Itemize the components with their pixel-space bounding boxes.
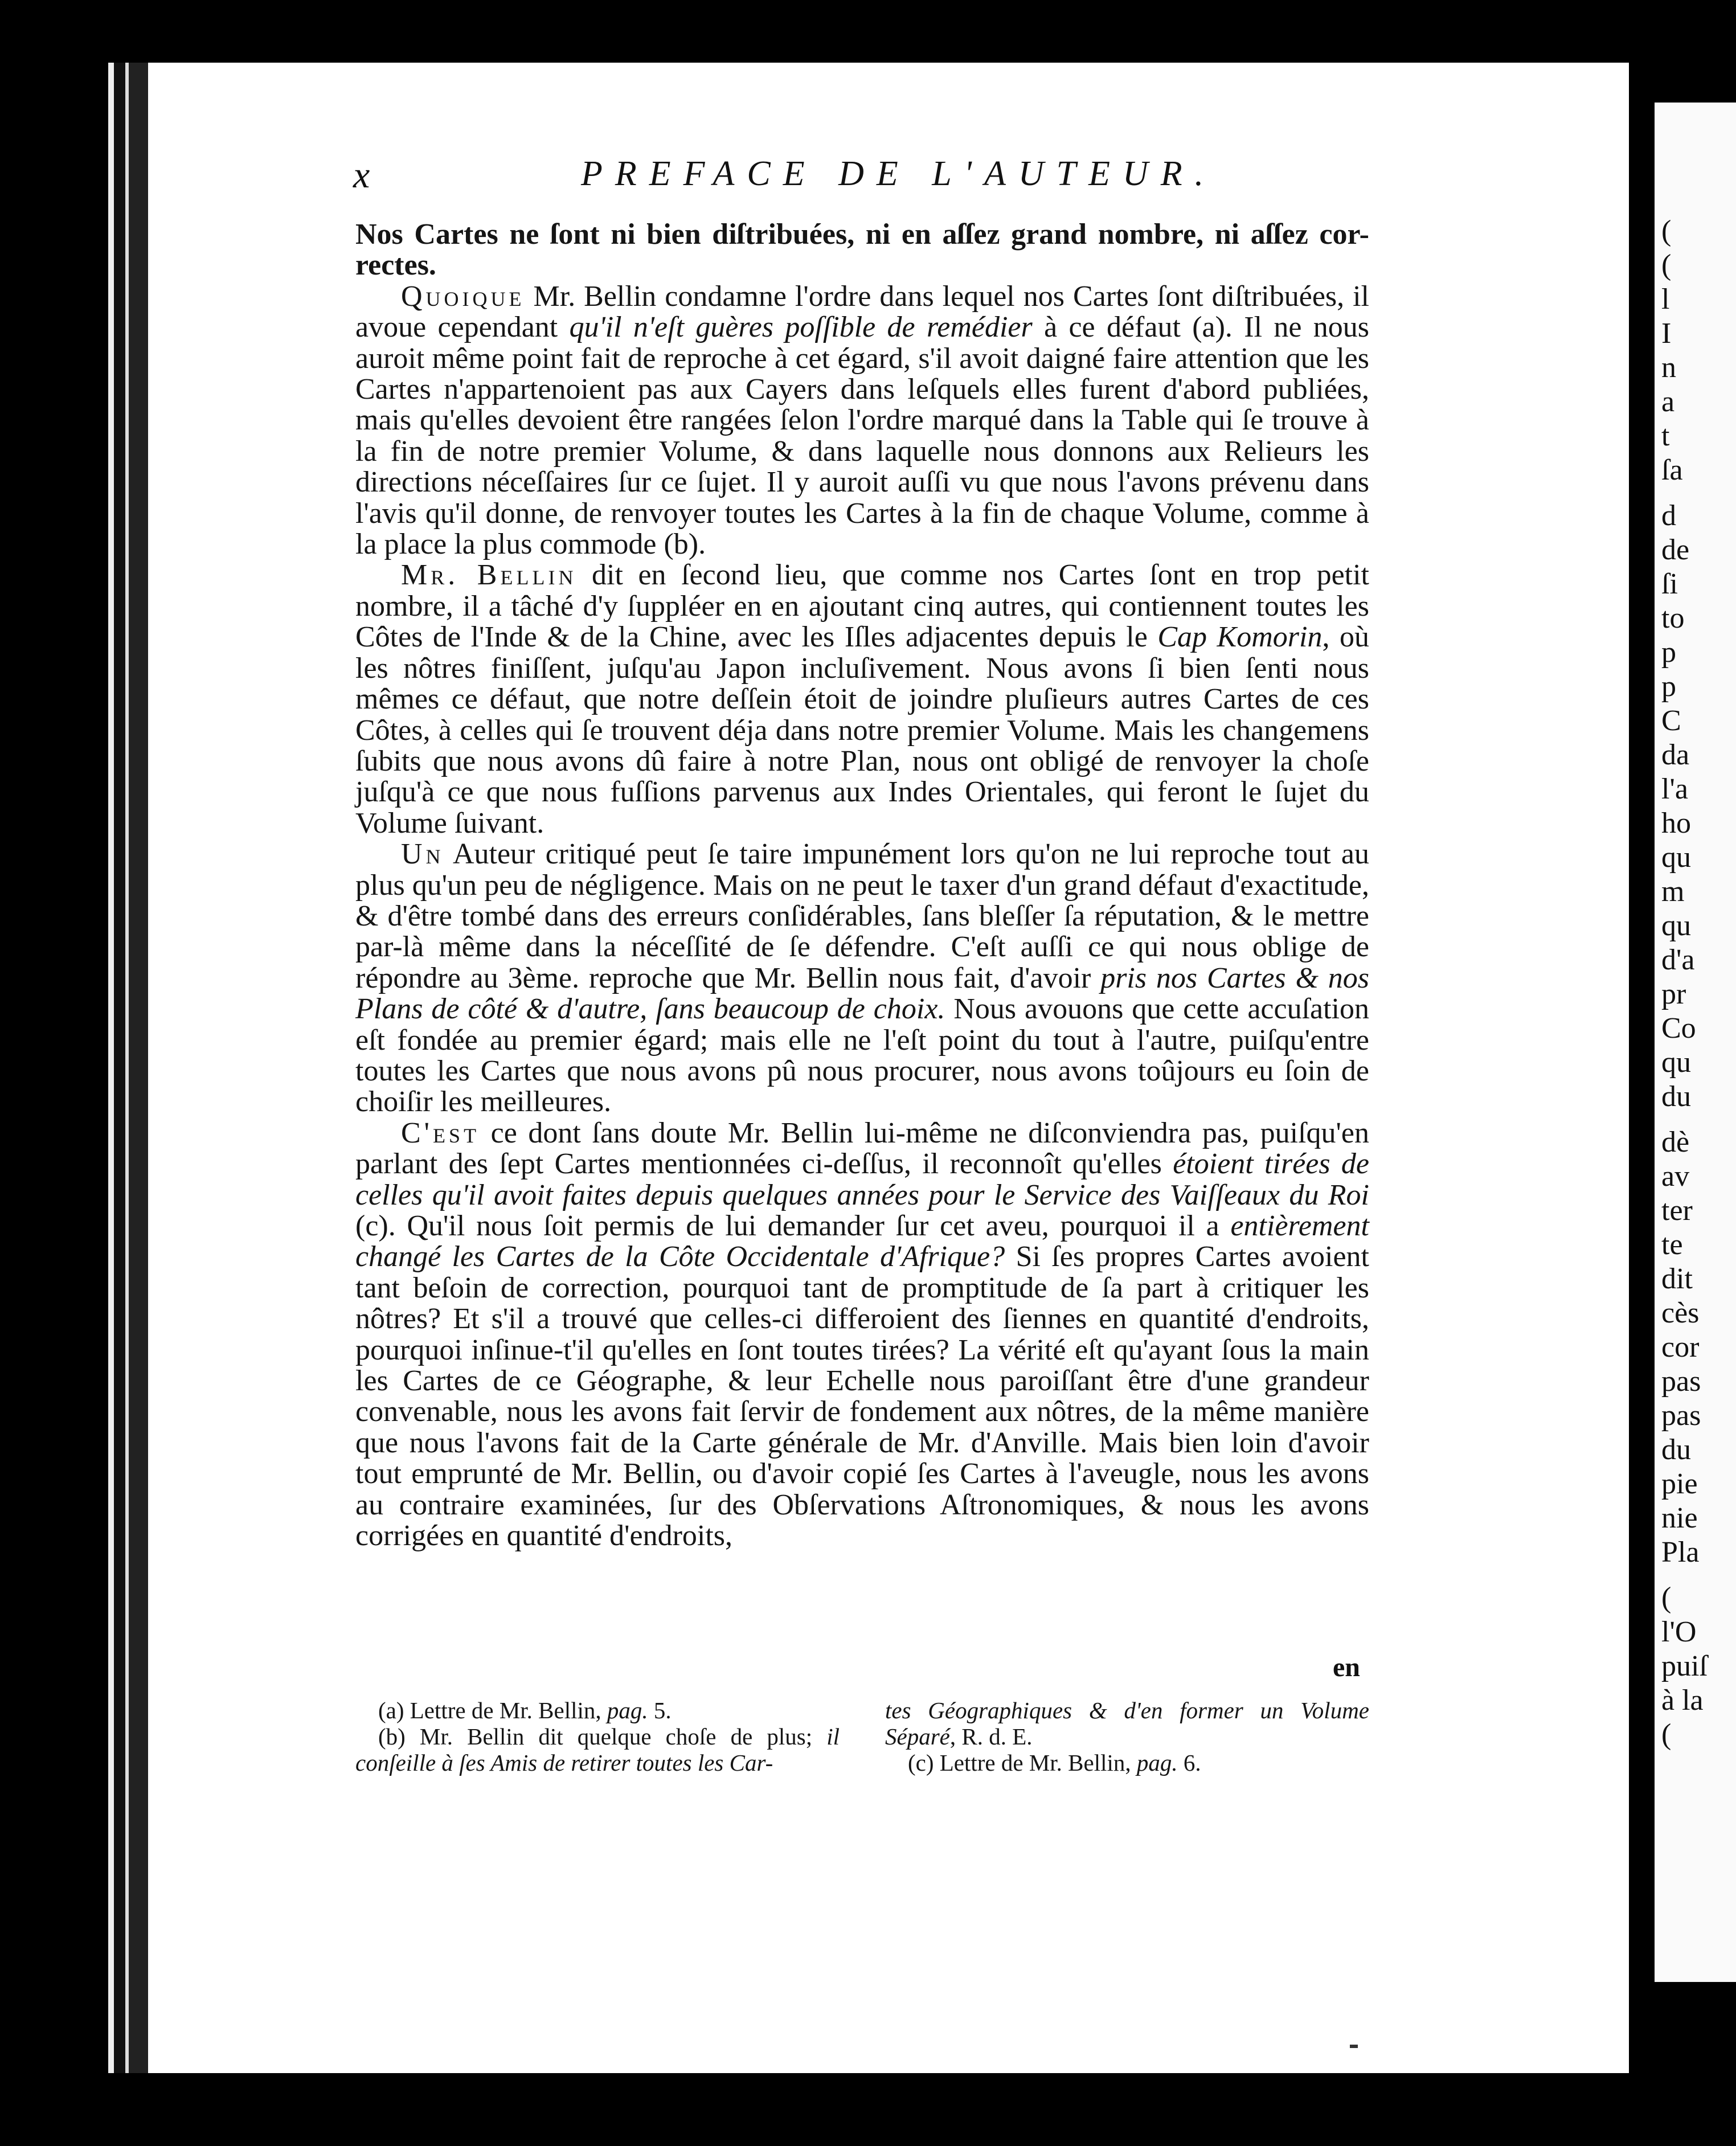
- adjacent-page-fragment: p: [1661, 670, 1676, 703]
- adjacent-page-fragment: pas: [1661, 1399, 1701, 1432]
- adjacent-page-fragment: puiſ: [1661, 1650, 1708, 1682]
- adjacent-page-fragment: pie: [1661, 1468, 1698, 1500]
- italic-text: pag.: [1136, 1750, 1178, 1776]
- italic-text: qu'il n'eſt guères poſſible de remédier: [569, 311, 1033, 344]
- adjacent-page-fragment: Pla: [1661, 1536, 1700, 1568]
- text-run: dit en ſecond lieu, que comme nos Cartes ſont en trop petit nombre, il a tâché d'y ſuppléer en en ajoutant cinq autres, qui contiennent toutes les Côtes de l'Inde & de la Chine, avec les Iſles adjacentes depuis le: [355, 559, 1370, 654]
- italic-text: entièrement changé les Cartes de la Côte Occidentale d'Afrique?: [355, 1210, 1369, 1273]
- adjacent-page-fragment: ſa: [1661, 454, 1683, 486]
- adjacent-page-fragment: to: [1661, 602, 1685, 634]
- italic-text: pag.: [607, 1697, 648, 1723]
- text-run: à ce défaut (a). Il ne nous auroit même point fait de reproche à cet égard, s'il avoit daigné faire attention que les Cartes n'appartenoient pas aux Cayers dans leſquels elles furent d'abord publiées, mais qu'elles devoient être rangées ſelon l'ordre marqué dans la Table qui ſe trouve à la fin de notre premier Volume, & dans laquelle nous donnons aux Relieurs les directions néceſſaires ſur ce ſujet. Il y auroit auſſi vu que nous l'avons prévenu dans l'avis qu'il donne, de renvoyer toutes les Cartes à la fin de chaque Volume, comme à la place la plus commode (b).: [355, 311, 1369, 561]
- adjacent-page-fragment: d'a: [1661, 944, 1695, 976]
- adjacent-page-fragment: qu: [1661, 1046, 1691, 1079]
- italic-text: Cap Komorin: [1157, 621, 1323, 654]
- adjacent-page-fragment: cès: [1661, 1297, 1700, 1329]
- adjacent-page-fragment: (: [1661, 249, 1672, 281]
- adjacent-page-fragment: (: [1661, 1718, 1672, 1751]
- adjacent-page-fragment: l: [1661, 283, 1670, 316]
- adjacent-page-fragment: te: [1661, 1228, 1683, 1261]
- adjacent-page-fragment: da: [1661, 739, 1690, 771]
- adjacent-page-fragment: n: [1661, 351, 1676, 384]
- adjacent-page-fragment: du: [1661, 1080, 1691, 1113]
- text-run: 5.: [648, 1697, 672, 1723]
- adjacent-page-fragment: du: [1661, 1434, 1691, 1466]
- small-caps-text: Quoique: [401, 280, 525, 313]
- adjacent-page-fragment: d: [1661, 499, 1676, 532]
- adjacent-page-fragment: (: [1661, 1582, 1672, 1614]
- small-caps-text: Mr. Bellin: [401, 559, 577, 592]
- text-run: Auteur critiqué peut ſe taire impunément lors qu'on ne lui reproche tout au plus qu'un peu de négligence. Mais on ne peut le taxer d'un grand défaut d'exactitude, & d'être tombé dans des erreurs conſidérables, ſans bleſſer ſa réputation, & le mettre par-là même dans la néceſſité de ſe défendre. C'eſt auſſi ce qui nous oblige de répondre au 3ème. reproche que Mr. Bellin nous fait, d'avoir: [355, 838, 1369, 994]
- adjacent-page-fragment: a: [1661, 386, 1675, 418]
- paragraph: [885, 1750, 1369, 1776]
- paragraph: [355, 219, 1369, 281]
- adjacent-page-fragment: Co: [1661, 1012, 1696, 1045]
- text-run: Mr. Bellin condamne l'ordre dans lequel nos Cartes ſont diſtribuées, il avoue cependant: [355, 280, 1369, 344]
- adjacent-page-fragment: cor: [1661, 1331, 1700, 1363]
- catchword: en: [1333, 1652, 1360, 1682]
- adjacent-page-fragment: dit: [1661, 1263, 1693, 1295]
- adjacent-page-fragment: l'a: [1661, 773, 1688, 805]
- paragraph: [885, 1697, 1369, 1750]
- paragraph: [355, 281, 1369, 560]
- adjacent-page-fragment: I: [1661, 317, 1672, 350]
- paragraph: [355, 1723, 840, 1776]
- adjacent-page-fragment: dè: [1661, 1126, 1690, 1158]
- adjacent-page-fragment: C: [1661, 705, 1681, 737]
- italic-text: il conſeille à ſes Amis de retirer toutes les Car-: [355, 1723, 840, 1776]
- small-caps-text: Un: [401, 838, 444, 871]
- adjacent-page-fragment: ter: [1661, 1194, 1693, 1227]
- text-run: (c). Qu'il nous ſoit permis de lui demander ſur cet aveu, pourquoi il a: [355, 1210, 1231, 1242]
- footnotes-left-column: [355, 1697, 840, 1776]
- text-run: , R. d. E.: [949, 1723, 1033, 1750]
- adjacent-page-fragment: nie: [1661, 1502, 1698, 1534]
- page-mark: [1350, 2045, 1358, 2048]
- adjacent-page-fragment: qu: [1661, 910, 1691, 942]
- page-folio: x: [353, 154, 370, 196]
- text-run: , où les nôtres finiſſent, juſqu'au Japon incluſivement. Nous avons ſi bien ſenti nous mêmes ce défaut, que notre deſſein étoit de joindre pluſieurs autres Cartes de ces Côtes, à celles qui ſe trouvent déja dans notre premier Volume. Mais les changemens ſubits que nous avons dû faire à notre Plan, nous ont obligé de renvoyer la choſe juſqu'à ce que nous fuſſions parvenus aux Indes Orientales, qui feront le ſujet du Volume ſuivant.: [355, 621, 1370, 839]
- adjacent-page-fragment: ho: [1661, 807, 1691, 839]
- text-run: (c) Lettre de Mr. Bellin,: [908, 1750, 1137, 1776]
- main-text: [355, 219, 1369, 1551]
- adjacent-page-fragment: pr: [1661, 978, 1686, 1010]
- italic-text: pris nos Cartes & nos Plans de côté & d'autre, ſans beaucoup de choix.: [355, 961, 1369, 1026]
- bold-text: Nos Cartes ne ſont ni bien diſtribuées, ni en aſſez grand nombre, ni aſſez cor-rectes.: [355, 218, 1369, 282]
- text-run: Nous avouons que cette accuſation eſt fondée au premier égard; mais elle ne l'eſt point du tout à l'autre, puiſqu'entre toutes les Cartes que nous avons pû nous procurer, nous avons toûjours eu ſoin de choiſir les meilleures.: [355, 993, 1369, 1119]
- footnotes-right-column: [885, 1697, 1369, 1776]
- italic-text: étoient tirées de celles qu'il avoit faites depuis quelques années pour le Service des Vaiſſeaux du Roi: [355, 1148, 1369, 1211]
- adjacent-page-fragment: av: [1661, 1160, 1690, 1193]
- adjacent-page-fragment: de: [1661, 534, 1690, 566]
- adjacent-page-fragment: à la: [1661, 1684, 1704, 1717]
- text-run: Si ſes propres Cartes avoient tant beſoin de correction, pourquoi tant de promptitude de ſa part à critiquer les nôtres? Et s'il a trouvé que celles-ci differoient des ſiennes en quantité d'endroits, pourquoi inſinue-t'il qu'elles en ſont toutes tirées? La vérité eſt qu'ayant ſous la main les Cartes de ce Géographe, & leur Echelle nous paroiſſant être d'une grandeur convenable, nous les avons fait ſervir de fondement aux nôtres, de la même manière que nous l'avons fait de la Carte générale de Mr. d'Anville. Mais bien loin d'avoir tout emprunté de Mr. Bellin, ou d'avoir copié ſes Cartes à l'aveugle, nous les avons au contraire examinées, ſur des Obſervations Aſtronomiques, & nous les avons corrigées en quantité d'endroits,: [355, 1240, 1369, 1553]
- paragraph: [355, 1697, 840, 1723]
- adjacent-page-fragment: ſi: [1661, 568, 1678, 600]
- paragraph: [355, 560, 1369, 839]
- adjacent-page-edge: [1655, 103, 1736, 1982]
- scan-border: [108, 63, 148, 2073]
- adjacent-page-fragment: pas: [1661, 1365, 1701, 1398]
- text-run: (b) Mr. Bellin dit quelque choſe de plus;: [378, 1723, 827, 1750]
- page-header-title: PREFACE DE L'AUTEUR.: [581, 154, 1217, 193]
- paragraph: [355, 839, 1369, 1118]
- text-run: (a) Lettre de Mr. Bellin,: [378, 1697, 607, 1723]
- adjacent-page-fragment: l'O: [1661, 1616, 1697, 1648]
- small-caps-text: C'est: [401, 1116, 480, 1149]
- text-run: ce dont ſans doute Mr. Bellin lui-même ne diſconviendra pas, puiſqu'en parlant des ſept Cartes mentionnées ci-deſſus, il reconnoît qu'elles: [355, 1116, 1369, 1181]
- paragraph: [355, 1118, 1369, 1552]
- adjacent-page-fragment: m: [1661, 875, 1685, 908]
- running-head: [353, 154, 1378, 199]
- adjacent-page-fragment: qu: [1661, 841, 1691, 874]
- adjacent-page-fragment: t: [1661, 420, 1670, 452]
- adjacent-page-fragment: (: [1661, 215, 1672, 247]
- italic-text: tes Géographiques & d'en former un Volume Séparé: [885, 1697, 1369, 1750]
- adjacent-page-fragment: p: [1661, 636, 1676, 669]
- text-run: 6.: [1177, 1750, 1201, 1776]
